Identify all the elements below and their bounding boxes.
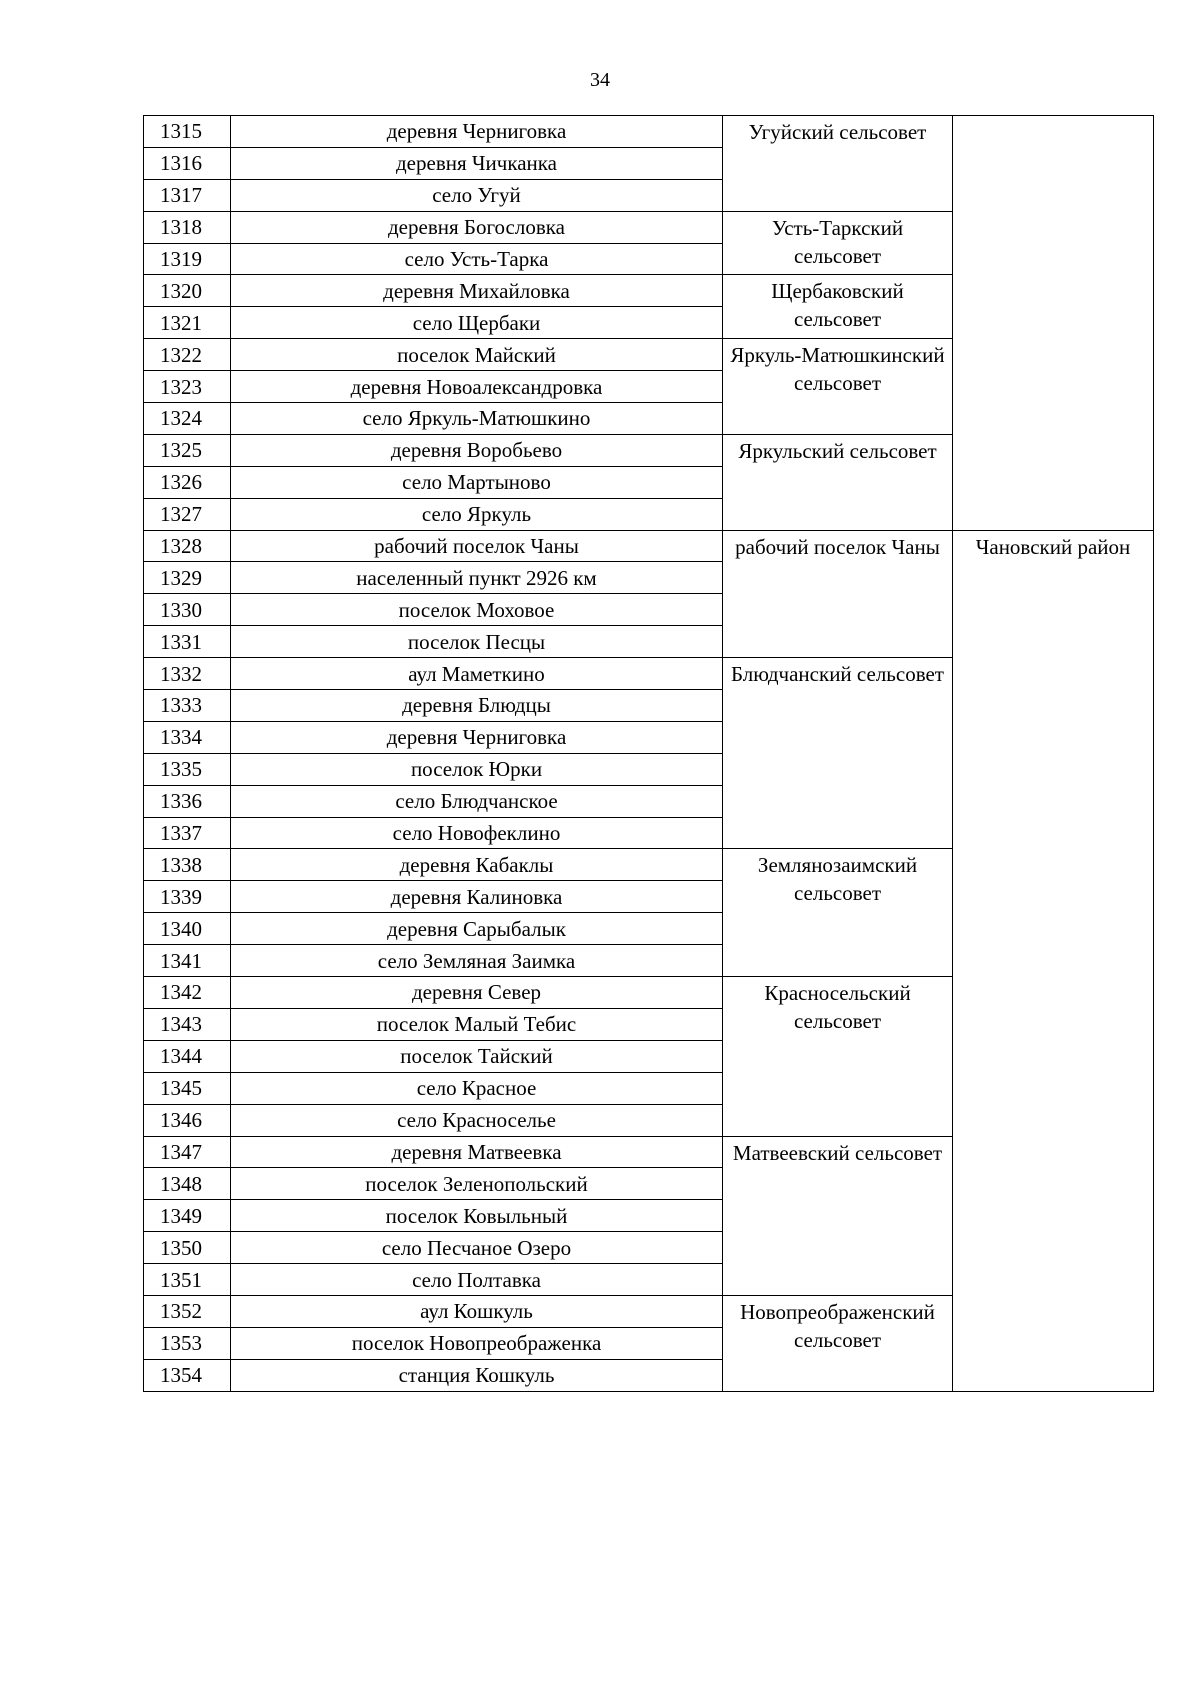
- council-name: Матвеевский сельсовет: [723, 1136, 953, 1295]
- table-row: [144, 116, 1154, 148]
- settlement-name: село Яркуль-Матюшкино: [231, 403, 723, 435]
- row-number: 1336: [144, 785, 231, 817]
- council-name: Яркуль-Матюшкинский сельсовет: [723, 339, 953, 435]
- settlement-name: поселок Моховое: [231, 594, 723, 626]
- row-number: 1353: [144, 1327, 231, 1359]
- settlement-name: село Полтавка: [231, 1264, 723, 1296]
- row-number: 1337: [144, 817, 231, 849]
- settlement-name: деревня Новоалександровка: [231, 371, 723, 403]
- row-number: 1320: [144, 275, 231, 307]
- row-number: 1319: [144, 243, 231, 275]
- settlement-name: село Земляная Заимка: [231, 945, 723, 977]
- settlement-name: село Усть-Тарка: [231, 243, 723, 275]
- table-body: [144, 116, 1154, 1392]
- council-name: Красносельский сельсовет: [723, 977, 953, 1136]
- district-name: Чановский район: [953, 530, 1154, 1391]
- row-number: 1315: [144, 116, 231, 148]
- settlement-name: село Щербаки: [231, 307, 723, 339]
- row-number: 1324: [144, 403, 231, 435]
- row-number: 1329: [144, 562, 231, 594]
- row-number: 1340: [144, 913, 231, 945]
- council-name: рабочий поселок Чаны: [723, 530, 953, 658]
- settlement-name: деревня Чичканка: [231, 147, 723, 179]
- row-number: 1335: [144, 753, 231, 785]
- settlement-name: поселок Ковыльный: [231, 1200, 723, 1232]
- council-name: Усть-Таркский сельсовет: [723, 211, 953, 275]
- council-name: Землянозаимский сельсовет: [723, 849, 953, 977]
- row-number: 1317: [144, 179, 231, 211]
- row-number: 1330: [144, 594, 231, 626]
- settlement-name: аул Кошкуль: [231, 1295, 723, 1327]
- row-number: 1334: [144, 721, 231, 753]
- settlement-name: деревня Север: [231, 977, 723, 1009]
- settlement-name: село Красное: [231, 1072, 723, 1104]
- settlement-name: деревня Кабаклы: [231, 849, 723, 881]
- settlement-name: поселок Майский: [231, 339, 723, 371]
- row-number: 1327: [144, 498, 231, 530]
- council-name: Угуйский сельсовет: [723, 116, 953, 212]
- settlement-name: село Песчаное Озеро: [231, 1232, 723, 1264]
- settlement-name: населенный пункт 2926 км: [231, 562, 723, 594]
- council-name: Блюдчанский сельсовет: [723, 658, 953, 849]
- district-name: [953, 116, 1154, 531]
- row-number: 1332: [144, 658, 231, 690]
- settlement-name: деревня Матвеевка: [231, 1136, 723, 1168]
- council-name: Щербаковский сельсовет: [723, 275, 953, 339]
- settlement-name: поселок Малый Тебис: [231, 1008, 723, 1040]
- row-number: 1341: [144, 945, 231, 977]
- row-number: 1326: [144, 466, 231, 498]
- settlement-name: село Новофеклино: [231, 817, 723, 849]
- row-number: 1331: [144, 626, 231, 658]
- row-number: 1328: [144, 530, 231, 562]
- row-number: 1342: [144, 977, 231, 1009]
- row-number: 1316: [144, 147, 231, 179]
- settlement-name: деревня Черниговка: [231, 721, 723, 753]
- row-number: 1323: [144, 371, 231, 403]
- settlement-name: село Яркуль: [231, 498, 723, 530]
- settlement-name: деревня Богословка: [231, 211, 723, 243]
- settlement-name: село Блюдчанское: [231, 785, 723, 817]
- row-number: 1338: [144, 849, 231, 881]
- settlement-name: деревня Михайловка: [231, 275, 723, 307]
- council-name: Яркульский сельсовет: [723, 434, 953, 530]
- row-number: 1347: [144, 1136, 231, 1168]
- row-number: 1354: [144, 1359, 231, 1391]
- settlement-name: деревня Черниговка: [231, 116, 723, 148]
- council-name: Новопреображенский сельсовет: [723, 1295, 953, 1391]
- settlement-name: село Красноселье: [231, 1104, 723, 1136]
- row-number: 1322: [144, 339, 231, 371]
- settlement-name: поселок Песцы: [231, 626, 723, 658]
- row-number: 1351: [144, 1264, 231, 1296]
- settlement-name: деревня Сарыбалык: [231, 913, 723, 945]
- row-number: 1348: [144, 1168, 231, 1200]
- settlement-name: поселок Новопреображенка: [231, 1327, 723, 1359]
- settlement-name: станция Кошкуль: [231, 1359, 723, 1391]
- row-number: 1349: [144, 1200, 231, 1232]
- settlement-name: рабочий поселок Чаны: [231, 530, 723, 562]
- row-number: 1352: [144, 1295, 231, 1327]
- settlement-name: деревня Блюдцы: [231, 690, 723, 722]
- row-number: 1345: [144, 1072, 231, 1104]
- settlement-name: село Мартыново: [231, 466, 723, 498]
- settlement-name: поселок Зеленопольский: [231, 1168, 723, 1200]
- row-number: 1321: [144, 307, 231, 339]
- row-number: 1318: [144, 211, 231, 243]
- row-number: 1346: [144, 1104, 231, 1136]
- row-number: 1344: [144, 1040, 231, 1072]
- page-number: 34: [590, 69, 610, 91]
- settlement-name: аул Маметкино: [231, 658, 723, 690]
- row-number: 1339: [144, 881, 231, 913]
- row-number: 1350: [144, 1232, 231, 1264]
- settlement-name: село Угуй: [231, 179, 723, 211]
- settlement-name: поселок Юрки: [231, 753, 723, 785]
- settlement-name: поселок Тайский: [231, 1040, 723, 1072]
- settlements-table: [143, 115, 1154, 1392]
- row-number: 1333: [144, 690, 231, 722]
- row-number: 1325: [144, 434, 231, 466]
- row-number: 1343: [144, 1008, 231, 1040]
- settlement-name: деревня Воробьево: [231, 434, 723, 466]
- settlement-name: деревня Калиновка: [231, 881, 723, 913]
- table-row: [144, 530, 1154, 562]
